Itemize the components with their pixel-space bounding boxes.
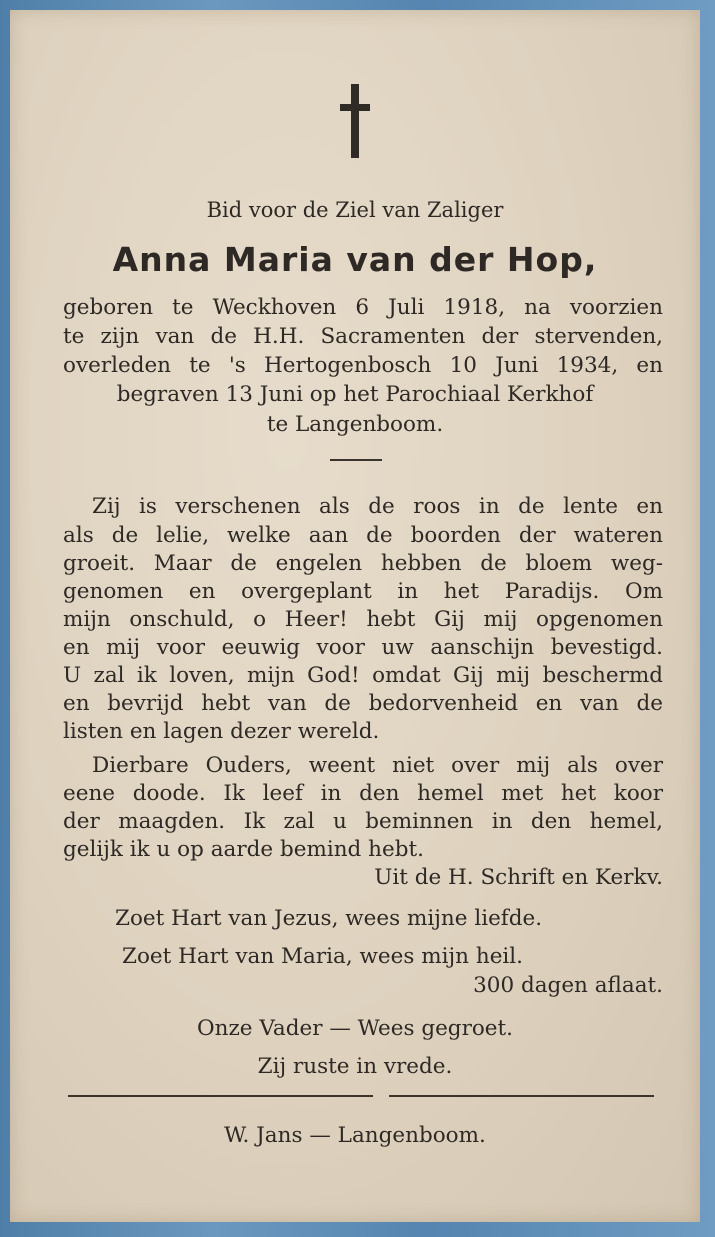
verse-line: groeit. Maar de engelen hebben de bloem weg- xyxy=(63,551,663,576)
indulgence-line: 300 dagen aflaat. xyxy=(473,973,663,998)
verse-line: gelijk ik u op aarde bemind hebt. xyxy=(63,837,424,862)
bio-line: overleden te 's Hertogenbosch 10 Juni 1934, en xyxy=(63,353,663,378)
verse-line: en bevrijd hebt van de bedorvenheid en van de xyxy=(63,691,663,716)
prayer-line: Zoet Hart van Jezus, wees mijne liefde. xyxy=(115,906,543,931)
bottom-divider xyxy=(389,1095,654,1097)
prayer-line: Zoet Hart van Maria, wees mijn heil. xyxy=(122,944,524,969)
intro-line: Bid voor de Ziel van Zaliger xyxy=(206,198,504,222)
verse-line: U zal ik loven, mijn God! omdat Gij mij beschermd xyxy=(63,663,663,688)
deceased-name: Anna Maria van der Hop, xyxy=(112,240,598,279)
printer-line: W. Jans — Langenboom. xyxy=(224,1123,486,1148)
memorial-card xyxy=(10,10,700,1222)
bio-line: te zijn van de H.H. Sacramenten der stervenden, xyxy=(63,324,663,349)
bottom-divider xyxy=(68,1095,373,1097)
bio-line: geboren te Weckhoven 6 Juli 1918, na voorzien xyxy=(63,295,663,320)
verse-line: genomen en overgeplant in het Paradijs. Om xyxy=(63,579,663,604)
verse-line: als de lelie, welke aan de boorden der wateren xyxy=(63,523,663,548)
verse-line: eene doode. Ik leef in den hemel met het koor xyxy=(63,781,663,806)
verse-line: en mij voor eeuwig voor uw aanschijn bevestigd. xyxy=(63,635,663,660)
verse-line: listen en lagen dezer wereld. xyxy=(63,719,380,744)
verse-line: Zij is verschenen als de roos in de lente en xyxy=(92,494,663,519)
short-divider xyxy=(330,459,382,461)
prayers-line: Onze Vader — Wees gegroet. xyxy=(197,1016,513,1041)
scripture-source: Uit de H. Schrift en Kerkv. xyxy=(374,865,663,890)
verse-line: mijn onschuld, o Heer! hebt Gij mij opgenomen xyxy=(63,607,663,632)
rest-line: Zij ruste in vrede. xyxy=(257,1054,453,1079)
verse-line: der maagden. Ik zal u beminnen in den hemel, xyxy=(63,809,663,834)
cross-icon xyxy=(340,84,370,158)
bio-line: te Langenboom. xyxy=(266,412,444,437)
bio-line: begraven 13 Juni op het Parochiaal Kerkhof xyxy=(116,382,594,407)
verse-line: Dierbare Ouders, weent niet over mij als over xyxy=(92,753,663,778)
